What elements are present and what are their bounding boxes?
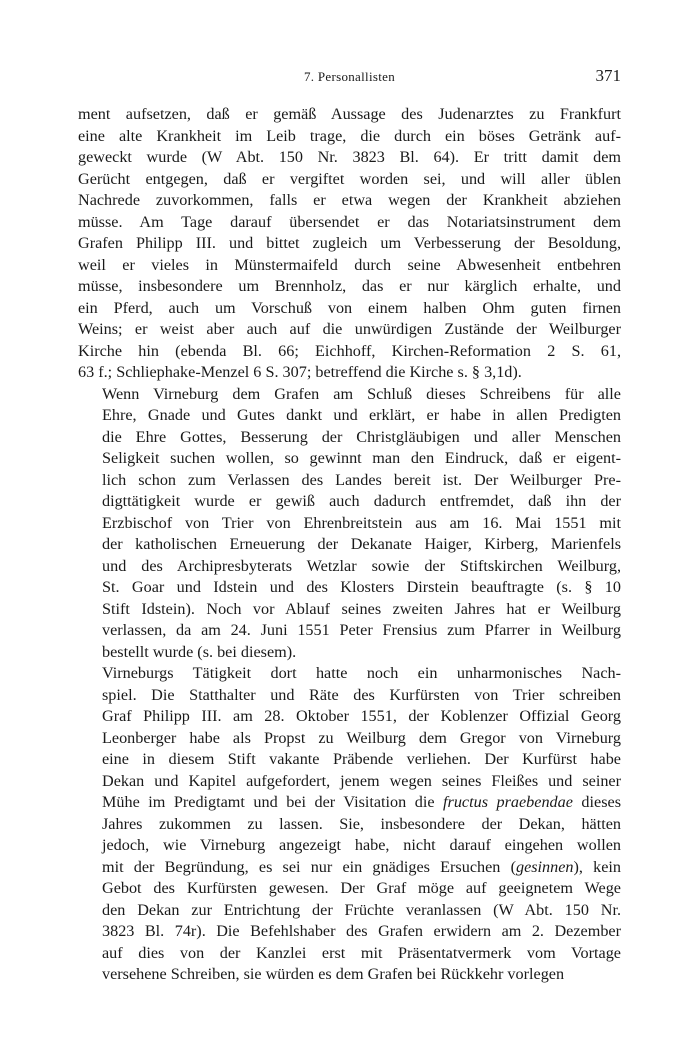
text-line: Jahres zukommen zu lassen. Sie, insbesondere der Dekan, hätten <box>102 814 621 833</box>
text-line: Virneburgs Tätigkeit dort hatte noch ein unharmonisches Nach- <box>102 664 621 682</box>
text-line: Graf Philipp III. am 28. Oktober 1551, der Koblenzer Offizial Georg <box>102 707 621 725</box>
text-line: Grafen Philipp III. und bittet zugleich um Verbesserung der Besoldung, <box>78 234 621 252</box>
text-line: Kirche hin (ebenda Bl. 66; Eichhoff, Kirchen-Reformation 2 S. 61, <box>78 341 621 360</box>
text-line: ment aufsetzen, daß er gemäß Aussage des Judenarztes zu Frankfurt <box>78 105 621 123</box>
text-line: eine alte Krankheit im Leib trage, die durch ein böses Getränk auf- <box>78 126 621 145</box>
paragraph <box>78 384 621 664</box>
page-number: 371 <box>595 66 621 85</box>
text-line: Leonberger habe als Propst zu Weilburg dem Gregor von Virneburg <box>102 728 621 747</box>
text-line: den Dekan zur Entrichtung der Früchte veranlassen (W Abt. 150 Nr. <box>102 900 621 919</box>
text-line: die Ehre Gottes, Besserung der Christgläubigen und aller Menschen <box>102 427 621 446</box>
text-line: und des Archipresbyterats Wetzlar sowie der Stiftskirchen Weilburg, <box>102 556 621 575</box>
text-line: spiel. Die Statthalter und Räte des Kurfürsten von Trier schreiben <box>102 685 621 704</box>
text-line: jedoch, wie Virneburg angezeigt habe, nicht darauf eingehen wollen <box>102 836 621 854</box>
text-line: weil er vieles in Münstermaifeld durch seine Abwesenheit entbehren <box>78 255 621 274</box>
text-line: versehene Schreiben, sie würden es dem Grafen bei Rückkehr vorlegen <box>102 965 565 983</box>
text-line: Gebot des Kurfürsten gewesen. Der Graf möge auf geeignetem Wege <box>102 879 621 897</box>
text-line: 63 f.; Schliephake-Menzel 6 S. 307; betreffend die Kirche s. § 3,1d). <box>78 363 522 381</box>
text-line: müsse, insbesondere um Brennholz, das er nur kärglich erhalte, und <box>78 277 621 295</box>
text-line: digttätigkeit wurde er gewiß auch dadurch entfremdet, daß ihn der <box>102 492 621 510</box>
text-line: ein Pferd, auch um Vorschuß von einem halben Ohm guten firnen <box>78 298 621 317</box>
text-line: mit der Begründung, es sei nur ein gnädiges Ersuchen (gesinnen), kein <box>102 857 622 876</box>
text-line: Weins; er weist aber auch auf die unwürdigen Zustände der Weilburger <box>78 320 621 338</box>
body-text <box>78 104 621 986</box>
text-line: Gerücht entgegen, daß er vergiftet worden sei, und will aller üblen <box>78 169 621 188</box>
text-line: Seligkeit suchen wollen, so gewinnt man den Eindruck, daß er eigent- <box>102 449 621 467</box>
text-line: Ehre, Gnade und Gutes dankt und erklärt, er habe in allen Predigten <box>102 406 621 424</box>
text-line: Stift Idstein). Noch vor Ablauf seines zweiten Jahres hat er Weilburg <box>102 599 621 618</box>
text-line: geweckt wurde (W Abt. 150 Nr. 3823 Bl. 64). Er tritt damit dem <box>78 148 621 166</box>
text-line: Dekan und Kapitel aufgefordert, jenem wegen seines Fleißes und seiner <box>102 771 621 790</box>
text-line: müsse. Am Tage darauf übersendet er das Notariatsinstrument dem <box>78 212 621 231</box>
running-header <box>78 66 621 90</box>
text-line: auf dies von der Kanzlei erst mit Präsentatvermerk vom Vortage <box>102 943 621 962</box>
italic-term: gesinnen <box>515 857 574 876</box>
text-line: Erzbischof von Trier von Ehrenbreitstein aus am 16. Mai 1551 mit <box>102 513 621 532</box>
chapter-title: 7. Personallisten <box>303 69 396 84</box>
text-line: lich schon zum Verlassen des Landes bereit ist. Der Weilburger Pre- <box>102 470 621 489</box>
text-line: der katholischen Erneuerung der Dekanate Haiger, Kirberg, Marienfels <box>102 535 621 553</box>
text-line: verlassen, da am 24. Juni 1551 Peter Frensius zum Pfarrer in Weilburg <box>102 621 621 639</box>
text-line: Mühe im Predigtamt und bei der Visitation die fructus praebendae dieses <box>102 793 621 811</box>
text-line: Wenn Virneburg dem Grafen am Schluß dieses Schreibens für alle <box>102 384 621 403</box>
text-line: Nachrede zuvorkommen, falls er etwa wegen der Krankheit abziehen <box>78 191 621 209</box>
text-line: 3823 Bl. 74r). Die Befehlshaber des Grafen erwidern am 2. Dezember <box>102 922 621 940</box>
text-line: St. Goar und Idstein und des Klosters Dirstein beauftragte (s. § 10 <box>102 578 621 596</box>
paragraph <box>78 663 621 986</box>
italic-term: fructus praebendae <box>443 793 573 811</box>
text-line: bestellt wurde (s. bei diesem). <box>102 642 297 661</box>
paragraph <box>78 104 621 384</box>
text-line: eine in diesem Stift vakante Präbende verliehen. Der Kurfürst habe <box>102 750 621 768</box>
